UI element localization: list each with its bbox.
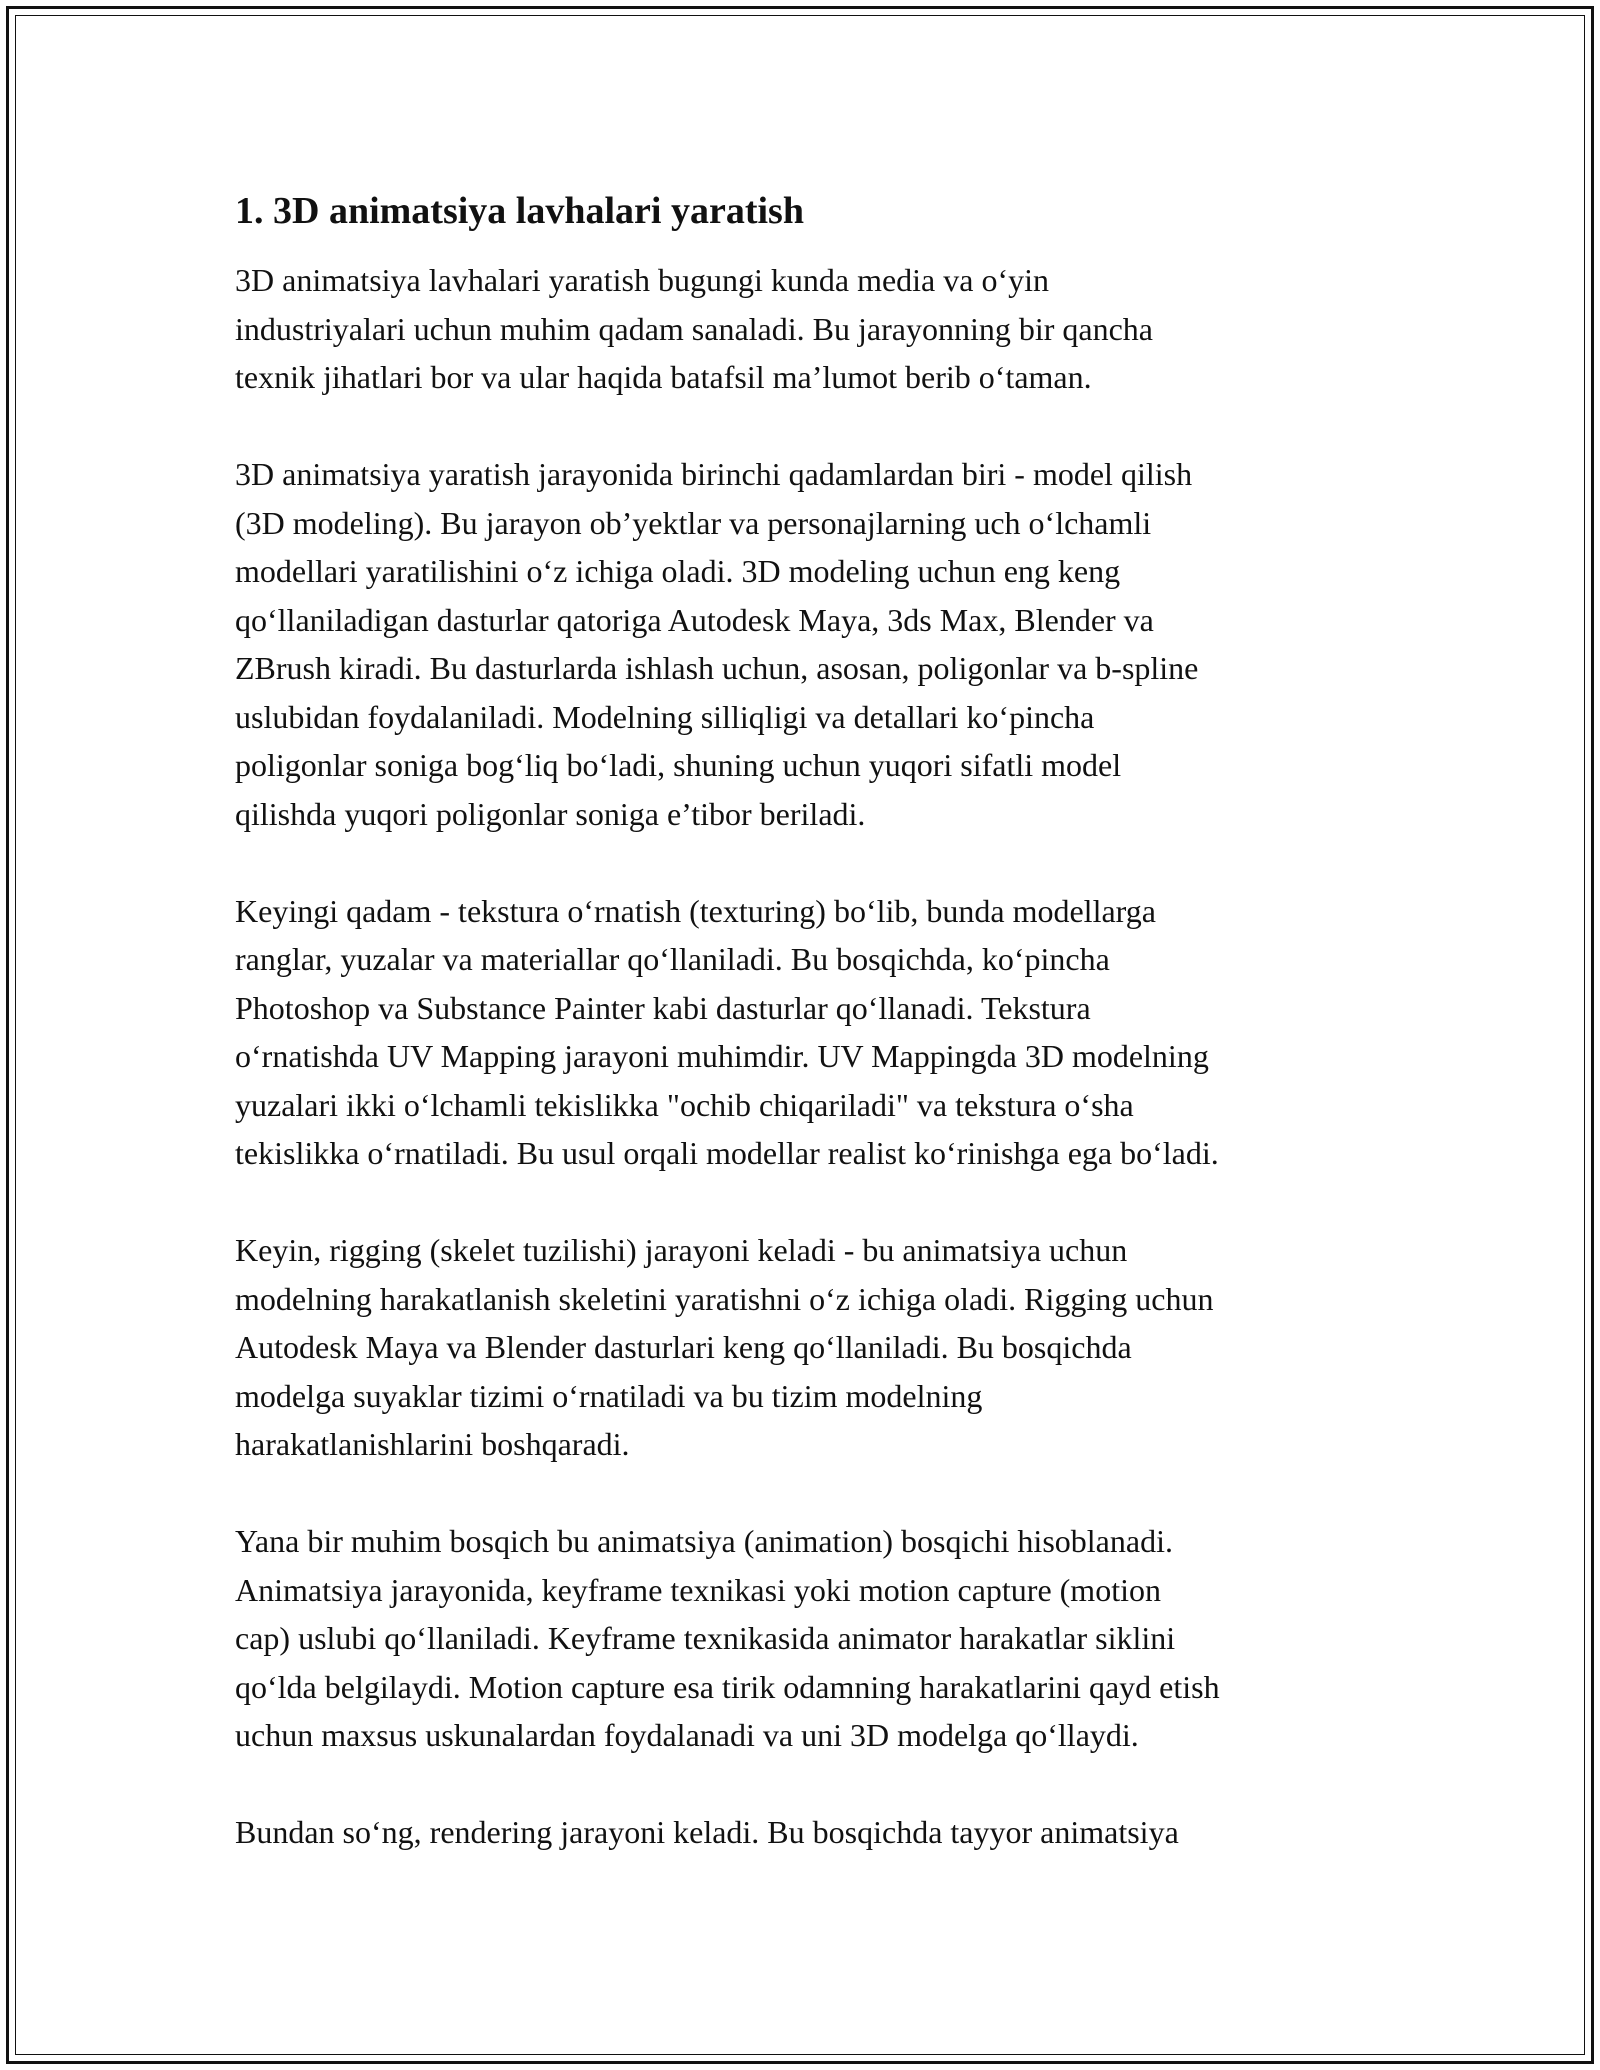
paragraph-intro: 3D animatsiya lavhalari yaratish bugungi kunda media va o‘yin industriyalari uchun muhim qadam sanaladi. Bu jarayonning bir qancha texnik jihatlari bor va ular haqida batafsil ma’lumot berib o‘taman. <box>235 262 1153 395</box>
paragraph-texturing: Keyingi qadam - tekstura o‘rnatish (texturing) bo‘lib, bunda modellarga ranglar, yuzalar va materiallar qo‘llaniladi. Bu bosqichda, ko‘pincha Photoshop va Substance Painter kabi dasturlar qo‘llanadi. Tekstura o‘rnatishda UV Mapping jarayoni muhimdir. UV Mappingda 3D modelning yuzalari ikki o‘lchamli tekislikka "ochib chiqariladi" va tekstura o‘sha tekislikka o‘rnatiladi. Bu usul orqali modellar realist ko‘rinishga ega bo‘ladi. <box>235 892 1219 1171</box>
document-body <box>235 186 1375 1905</box>
paragraph-rigging: Keyin, rigging (skelet tuzilishi) jarayoni keladi - bu animatsiya uchun modelning harakatlanish skeletini yaratishni o‘z ichiga oladi. Rigging uchun Autodesk Maya va Blender dasturlari keng qo‘llaniladi. Bu bosqichda modelga suyaklar tizimi o‘rnatiladi va bu tizim modelning harakatlanishlarini boshqaradi. <box>235 1232 1214 1462</box>
paragraph-rendering: Bundan so‘ng, rendering jarayoni keladi. Bu bosqichda tayyor animatsiya <box>235 1814 1179 1850</box>
paragraph-modeling: 3D animatsiya yaratish jarayonida birinchi qadamlardan biri - model qilish (3D modeling). Bu jarayon ob’yektlar va personajlarning uch o‘lchamli modellari yaratilishini o‘z ichiga oladi. 3D modeling uchun eng keng qo‘llaniladigan dasturlar qatoriga Autodesk Maya, 3ds Max, Blender va ZBrush kiradi. Bu dasturlarda ishlash uchun, asosan, poligonlar va b-spline uslubidan foydalaniladi. Modelning silliqligi va detallari ko‘pincha poligonlar soniga bog‘liq bo‘ladi, shuning uchun yuqori sifatli model qilishda yuqori poligonlar soniga e’tibor beriladi. <box>235 456 1199 832</box>
page-title: 1. 3D animatsiya lavhalari yaratish <box>235 190 804 232</box>
paragraph-animation: Yana bir muhim bosqich bu animatsiya (animation) bosqichi hisoblanadi. Animatsiya jarayonida, keyframe texnikasi yoki motion capture (motion cap) uslubi qo‘llaniladi. Keyframe texnikasida animator harakatlar siklini qo‘lda belgilaydi. Motion capture esa tirik odamning harakatlarini qayd etish uchun maxsus uskunalardan foydalanadi va uni 3D modelga qo‘llaydi. <box>235 1523 1220 1753</box>
